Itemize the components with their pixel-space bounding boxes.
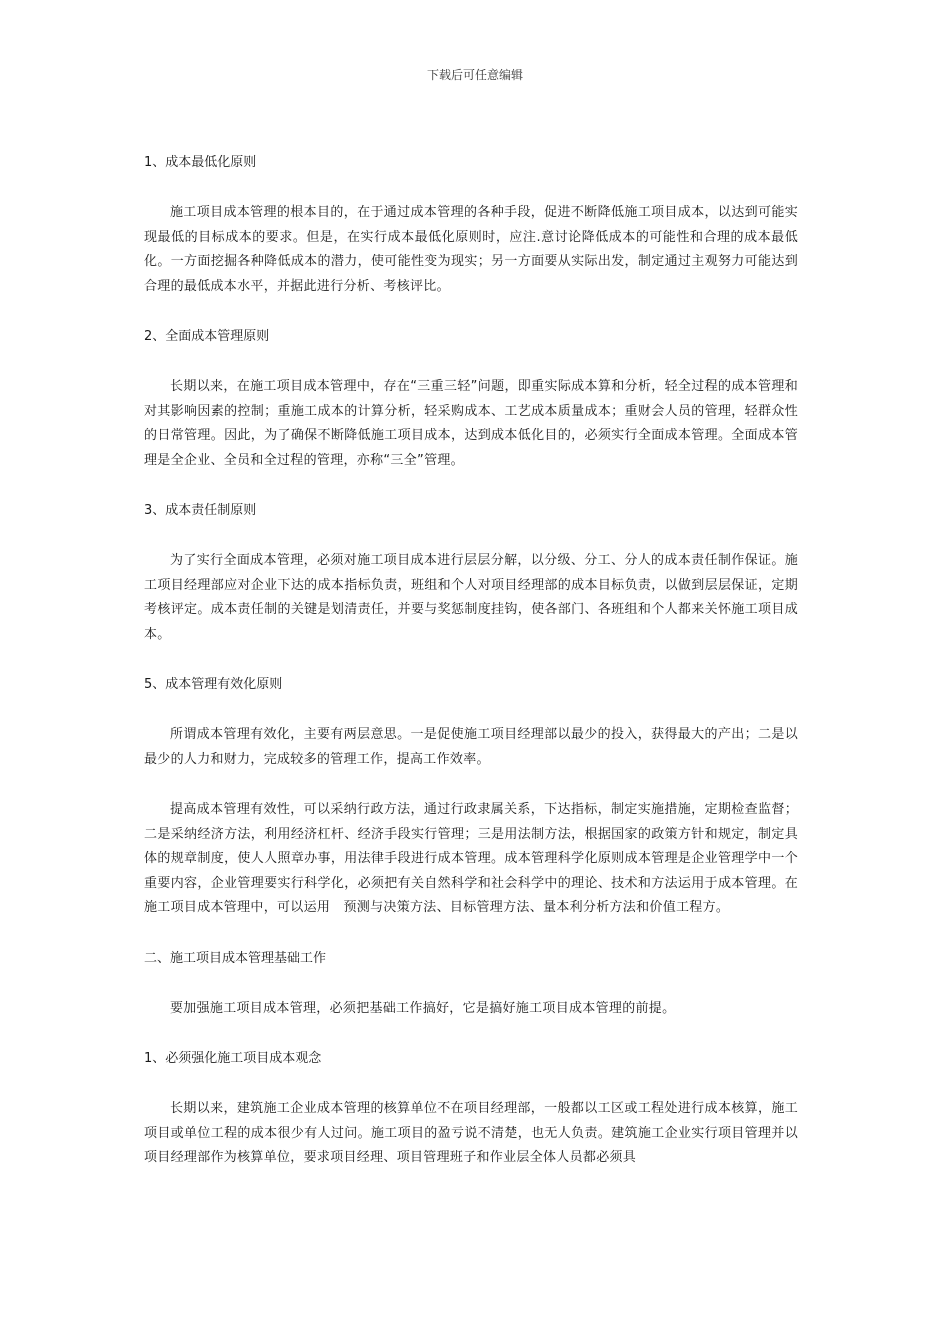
paragraph: 为了实行全面成本管理，必须对施工项目成本进行层层分解，以分级、分工、分人的成本责任制作保证。施工项目经理部应对企业下达的成本指标负责，班组和个人对项目经理部的成本目标负责，以做到层层保证，定期考核评定。成本责任制的关键是划清责任，并要与奖惩制度挂钩，使各部门、各班组和个人都来关怀施工项目成本。 xyxy=(144,553,798,642)
paragraph: 长期以来，在施工项目成本管理中，存在“三重三轻”问题，即重实际成本算和分析，轻全过程的成本管理和对其影响因素的控制；重施工成本的计算分析，轻采购成本、工艺成本质量成本；重财会人员的管理，轻群众性的日常管理。因此，为了确保不断降低施工项目成本，达到成本低化目的，必须实行全面成本管理。全面成本管理是全企业、全员和全过程的管理，亦称“三全”管理。 xyxy=(144,379,798,468)
paragraph: 施工项目成本管理的根本目的，在于通过成本管理的各种手段，促进不断降低施工项目成本，以达到可能实现最低的目标成本的要求。但是，在实行成本最低化原则时，应注.意讨论降低成本的可能性和合理的成本最低化。一方面挖掘各种降低成本的潜力，使可能性变为现实；另一方面要从实际出发，制定通过主观努力可能达到合理的最低成本水平，并据此进行分析、考核评比。 xyxy=(144,205,798,294)
paragraph: 长期以来，建筑施工企业成本管理的核算单位不在项目经理部，一般都以工区或工程处进行成本核算，施工项目或单位工程的成本很少有人过问。施工项目的盈亏说不清楚，也无人负责。建筑施工企业实行项目管理并以项目经理部作为核算单位，要求项目经理、项目管理班子和作业层全体人员都必须具 xyxy=(144,1101,798,1165)
paragraph: 提高成本管理有效性，可以采纳行政方法，通过行政隶属关系，下达指标，制定实施措施，定期检查监督；二是采纳经济方法，利用经济杠杆、经济手段实行管理；三是用法制方法，根据国家的政策方针和规定，制定具体的规章制度，使人人照章办事，用法律手段进行成本管理。成本管理科学化原则成本管理是企业管理学中一个重要内容，企业管理要实行科学化，必须把有关自然科学和社会科学中的理论、技术和方法运用于成本管理。在施工项目成本管理中，可以运用 预测与决策方法、目标管理方法、量本利分析方法和价值工程方。 xyxy=(144,802,798,915)
page-header: 下载后可任意编辑 xyxy=(426,68,523,82)
section-heading: 5、成本管理有效化原则 xyxy=(144,677,283,692)
section-heading: 1、成本最低化原则 xyxy=(144,155,257,170)
section-heading: 3、成本责任制原则 xyxy=(144,503,257,518)
section-heading: 1、必须强化施工项目成本观念 xyxy=(144,1051,322,1066)
paragraph: 要加强施工项目成本管理，必须把基础工作搞好，它是搞好施工项目成本管理的前提。 xyxy=(170,1000,676,1016)
section-heading: 2、全面成本管理原则 xyxy=(144,329,270,344)
paragraph: 所谓成本管理有效化，主要有两层意思。一是促使施工项目经理部以最少的投入，获得最大的产出；二是以最少的人力和财力，完成较多的管理工作，提高工作效率。 xyxy=(144,727,798,767)
document-body xyxy=(144,151,798,1195)
section-heading: 二、施工项目成本管理基础工作 xyxy=(144,950,327,966)
